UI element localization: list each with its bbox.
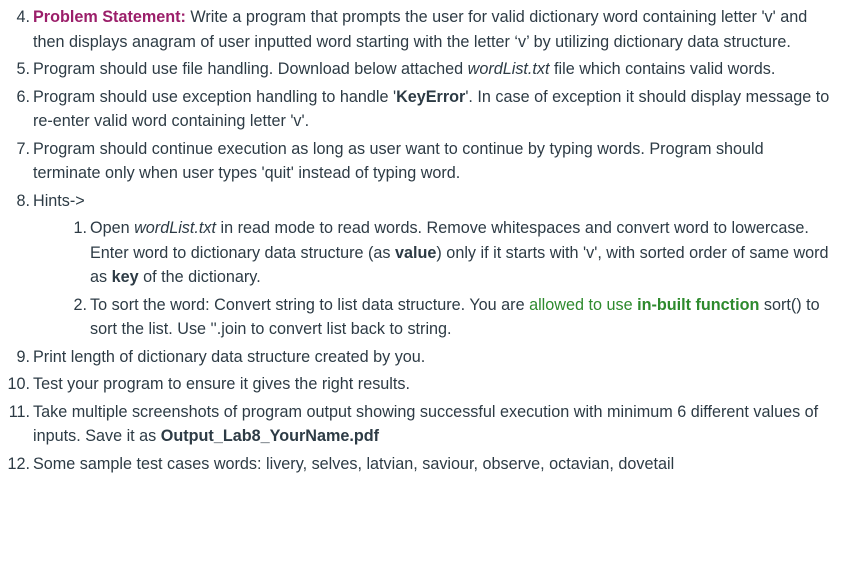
item-text: Program should continue execution as long as user want to continue by typing words. Program should terminate only when user types 'quit' instead of typing word.: [33, 139, 764, 182]
green-bold-text: in-built function: [637, 295, 760, 314]
green-highlight-text: allowed to use: [529, 295, 638, 314]
hint-number: 2.: [73, 295, 87, 314]
list-item: [8, 400, 833, 449]
item-number: 12.: [7, 454, 30, 473]
item-text: Write a program that prompts the user for valid dictionary word containing letter 'v' and then displays anagram of user inputted word starting with the letter ‘v’ by utilizing dictionary data structure.: [33, 8, 808, 51]
item-text: Program should use exception handling to handle ': [33, 87, 397, 106]
item-text: Test your program to ensure it gives the right results.: [33, 375, 410, 393]
item-text: file which contains valid words.: [549, 60, 776, 78]
item-text: Take multiple screenshots of program output showing successful execution with minimum 6 different values of inputs. Save it as: [33, 402, 819, 445]
hint-text: sort() to sort the list. Use ''.join to convert list back to string.: [90, 295, 820, 338]
item-number: 11.: [8, 402, 30, 421]
item-number: 9.: [16, 347, 30, 366]
hint-text: Open: [90, 219, 135, 237]
item-text: Some sample test cases words: livery, selves, latvian, saviour, observe, octavian, dovetail: [33, 454, 675, 473]
item-number: 7.: [16, 139, 30, 158]
keyword-text: KeyError: [396, 87, 466, 106]
list-item: [16, 85, 833, 134]
item-text: Print length of dictionary data structure created by you.: [33, 347, 426, 366]
item-text: '. In case of exception it should display message to re-enter valid word containing letter 'v'.: [33, 87, 830, 130]
list-item: [16, 345, 833, 370]
hint-item: [73, 216, 833, 290]
hint-text: in read mode to read words. Remove whitespaces and convert word to lowercase. Enter word to dictionary data structure (as: [90, 219, 809, 262]
hint-text: To sort the word: Convert string to list data structure. You are: [90, 295, 530, 314]
item-text: Hints->: [33, 191, 85, 210]
instructions-list: [7, 5, 833, 479]
hint-item: [73, 293, 833, 342]
hint-number: 1.: [73, 219, 87, 237]
hint-text: of the dictionary.: [138, 268, 261, 286]
bold-key-text: key: [111, 268, 139, 286]
item-number: 10.: [7, 375, 30, 393]
item-number: 8.: [16, 191, 30, 210]
hints-list: [33, 216, 833, 342]
item-number: 6.: [16, 87, 30, 106]
list-item: [7, 452, 833, 477]
list-item: [16, 57, 833, 82]
filename-text: wordList.txt: [134, 219, 216, 237]
item-number: 4.: [16, 8, 30, 26]
hint-text: ) only if it starts with 'v', with sorted order of same word as: [90, 243, 829, 286]
problem-statement-label: Problem Statement:: [33, 8, 186, 26]
item-text: Program should use file handling. Download below attached: [33, 60, 468, 78]
item-number: 5.: [16, 60, 30, 78]
list-item: [16, 137, 833, 186]
list-item: [7, 372, 833, 397]
list-item: [16, 189, 833, 342]
bold-value-text: value: [395, 243, 437, 262]
list-item: [16, 5, 833, 54]
filename-text: wordList.txt: [467, 60, 550, 78]
output-filename-text: Output_Lab8_YourName.pdf: [160, 427, 380, 445]
